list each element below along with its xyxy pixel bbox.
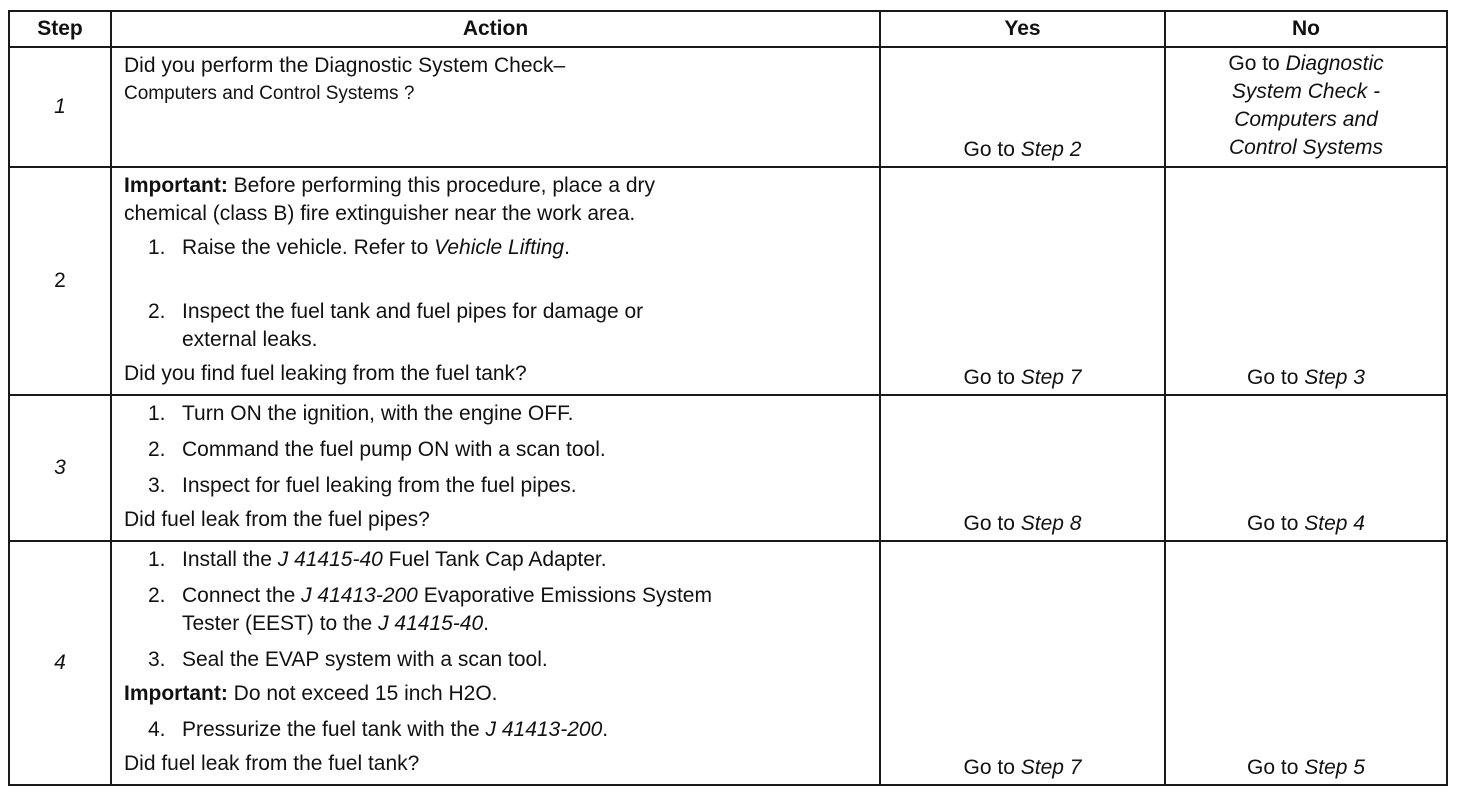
yes-link[interactable]: Step 8 xyxy=(1020,512,1082,535)
no-link[interactable]: Step 5 xyxy=(1304,756,1365,779)
yes-cell: Go to Step 2 xyxy=(880,47,1165,167)
no-link[interactable]: Go to Diagnostic System Check - Computers and Control Systems xyxy=(1228,52,1384,159)
important-label: Important: xyxy=(124,682,228,705)
yes-link[interactable]: Step 7 xyxy=(1020,756,1082,779)
action-cell: 1. Install the J 41415-40 Fuel Tank Cap Adapter. 2. Connect the J 41413-200 Evaporative Emissions System Tester (EEST) to the J 41415-40. 3. Seal the EVAP system with a scan tool. Important: Do not exceed 15 inch H2O. 4. Pressurize the fuel tank with the J 41413-200. Did fuel leak from the fuel tank? xyxy=(111,541,880,785)
important-label: Important: xyxy=(124,174,228,197)
action-cell: Important: Before performing this procedure, place a dry chemical (class B) fire extinguisher near the work area. 1. Raise the vehicle. Refer to Vehicle Lifting. 2. Inspect the fuel tank and fuel pipes for damage or external leaks. Did you find fuel leaking from the fuel tank? xyxy=(111,167,880,395)
question-text: Did you find fuel leaking from the fuel tank? xyxy=(124,362,527,385)
table-row xyxy=(9,167,1447,395)
question-text: Did fuel leak from the fuel tank? xyxy=(124,752,420,775)
tool-number: J 41415-40 xyxy=(378,612,484,635)
question-text: Did fuel leak from the fuel pipes? xyxy=(124,508,430,531)
table-row xyxy=(9,541,1447,785)
yes-cell: Go to Step 7 xyxy=(880,167,1165,395)
no-cell: Go to Step 3 xyxy=(1165,167,1447,395)
step-number: 3 xyxy=(9,395,111,541)
vehicle-lifting-link[interactable]: Vehicle Lifting xyxy=(434,236,565,259)
header-step: Step xyxy=(9,11,111,47)
no-cell: Go to Step 4 xyxy=(1165,395,1447,541)
step-number: 4 xyxy=(9,541,111,785)
yes-link[interactable]: Step 7 xyxy=(1020,366,1082,389)
action-cell xyxy=(111,47,880,167)
no-cell: Go to Step 5 xyxy=(1165,541,1447,785)
action-text: Did you perform the Diagnostic System Check– xyxy=(124,54,566,77)
header-yes: Yes xyxy=(880,11,1165,47)
yes-cell: Go to Step 7 xyxy=(880,541,1165,785)
action-cell: 1. Turn ON the ignition, with the engine OFF. 2. Command the fuel pump ON with a scan tool. 3. Inspect for fuel leaking from the fuel pipes. Did fuel leak from the fuel pipes? xyxy=(111,395,880,541)
step-number: 2 xyxy=(9,167,111,395)
no-link[interactable]: Step 4 xyxy=(1304,512,1365,535)
tool-number: J 41413-200 xyxy=(485,718,603,741)
tool-number: J 41413-200 xyxy=(301,584,418,607)
diagnostic-table xyxy=(8,10,1448,786)
yes-cell: Go to Step 8 xyxy=(880,395,1165,541)
header-row xyxy=(9,11,1447,47)
no-link[interactable]: Step 3 xyxy=(1304,366,1365,389)
table-row xyxy=(9,47,1447,167)
header-no: No xyxy=(1165,11,1447,47)
header-action: Action xyxy=(111,11,880,47)
action-text: Computers and Control Systems ? xyxy=(124,83,415,104)
tool-number: J 41415-40 xyxy=(277,548,383,571)
step-number: 1 xyxy=(9,47,111,167)
yes-link[interactable]: Step 2 xyxy=(1020,138,1082,161)
no-cell xyxy=(1165,47,1447,167)
table-row xyxy=(9,395,1447,541)
